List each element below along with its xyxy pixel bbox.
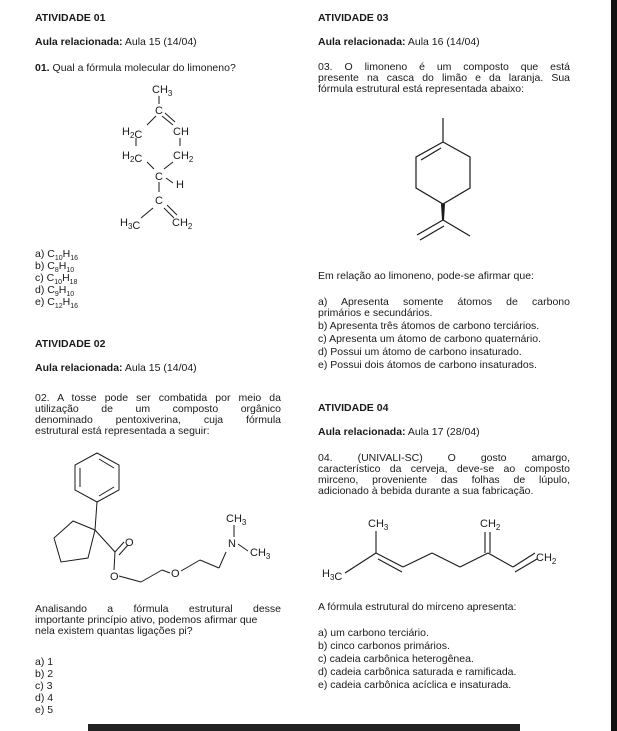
option-a: a) 1 [35, 656, 54, 668]
atividade-04-title: ATIVIDADE 04 [318, 402, 389, 414]
option-a-cont: primários e secundários. [318, 307, 433, 319]
limonene-condensed-structure [110, 82, 220, 242]
question-03-line: 03. O limoneno é um composto que está [318, 61, 570, 73]
scan-edge-bottom [88, 724, 520, 731]
option-e: e) $C_{12}H_{16}$ [35, 296, 79, 311]
label: C [155, 171, 163, 183]
related-label: Aula relacionada: [35, 362, 123, 374]
label: $H_2C$ [122, 150, 143, 165]
option-a: a) um carbono terciário. [318, 627, 429, 639]
label: $H_2C$ [122, 126, 143, 141]
option-c: c) Apresenta um átomo de carbono quaternário. [318, 333, 541, 345]
question-04-line: mirceno, proveniente das folhas de lúpulo, [318, 474, 570, 486]
option-d: d) 4 [35, 692, 54, 704]
question-04-line: 04. (UNIVALI-SC) O gosto amargo, [318, 452, 570, 464]
question-02-line: utilização de um composto orgânico [35, 403, 281, 415]
label: H [176, 179, 184, 191]
methyl-label: $CH_3$ [250, 547, 271, 561]
question-04b: A fórmula estrutural do mirceno apresenta: [318, 601, 517, 613]
question-04-line: adicionado à bebida durante a sua fabricação. [318, 485, 534, 497]
atividade-03-title: ATIVIDADE 03 [318, 12, 389, 24]
option-b: b) $C_8H_{10}$ [35, 260, 75, 275]
question-02b-line: importante princípio ativo, podemos afirmar que [35, 614, 258, 626]
question-01 [35, 62, 236, 74]
question-02-line: estrutural está representada a seguir: [35, 425, 210, 437]
question-text: Qual a fórmula molecular do limoneno? [52, 62, 236, 74]
question-04-line: característico da cerveja, deve-se ao composto [318, 463, 570, 475]
question-02-line: 02. A tosse pode ser combatida por meio da [35, 392, 281, 404]
atividade-01-related [35, 36, 197, 48]
methyl-label: $H_3C$ [322, 568, 343, 583]
label: C [155, 105, 163, 117]
atividade-03-related [318, 36, 480, 48]
label: $CH_3$ [152, 84, 173, 98]
question-03-line: fórmula estrutural está representada abaixo: [318, 83, 525, 95]
option-b: b) 2 [35, 668, 54, 680]
related-value: Aula 17 (28/04) [407, 426, 480, 438]
pentoxyverine-structure [40, 448, 290, 588]
question-02b-line: Analisando a fórmula estrutural desse [35, 603, 281, 615]
methyl-label: $CH_3$ [226, 513, 247, 527]
limonene-skeletal-structure [400, 110, 500, 260]
question-02-line: denominado pentoxiverina, cuja fórmula [35, 414, 281, 426]
methylene-label: $CH_2$ [480, 518, 501, 532]
myrcene-structure [320, 515, 580, 585]
option-a: a) $C_{10}H_{16}$ [35, 248, 79, 263]
label: $CH_2$ [173, 150, 194, 164]
option-e: e) cadeia carbônica acíclica e insaturada. [318, 679, 512, 691]
question-number: 01. [35, 62, 50, 74]
related-label: Aula relacionada: [318, 426, 406, 438]
label: $CH_2$ [172, 217, 193, 231]
related-value: Aula 15 (14/04) [124, 362, 197, 374]
option-d: d) cadeia carbônica saturada e ramificada. [318, 666, 517, 678]
question-03-line: presente na casca do limão e da laranja. Sua [318, 72, 570, 84]
label: $H_3C$ [120, 217, 141, 232]
option-b: b) cinco carbonos primários. [318, 640, 450, 652]
atividade-02-related [35, 362, 197, 374]
option-e: e) 5 [35, 704, 54, 716]
option-c: c) $C_{10}H_{18}$ [35, 272, 78, 287]
option-d: d) Possui um átomo de carbono insaturado. [318, 346, 522, 358]
question-03b: Em relação ao limoneno, pode-se afirmar que: [318, 270, 534, 282]
nitrogen-label: N [228, 538, 236, 550]
related-label: Aula relacionada: [35, 36, 123, 48]
option-a: a) Apresenta somente átomos de carbono [318, 296, 570, 308]
option-c: c) 3 [35, 680, 53, 692]
atividade-02-title: ATIVIDADE 02 [35, 338, 106, 350]
option-d: d) $C_9H_{10}$ [35, 284, 75, 299]
scan-edge-right [611, 0, 617, 731]
related-label: Aula relacionada: [318, 36, 406, 48]
label: C [155, 195, 163, 207]
ether-oxygen: O [171, 568, 180, 580]
option-b: b) Apresenta três átomos de carbono terciários. [318, 320, 540, 332]
carbonyl-oxygen: O [125, 537, 134, 549]
methylene-label: $CH_2$ [536, 552, 557, 566]
option-c: c) cadeia carbônica heterogênea. [318, 653, 474, 665]
ester-oxygen: O [110, 571, 119, 583]
label: CH [173, 126, 189, 138]
related-value: Aula 15 (14/04) [124, 36, 197, 48]
atividade-04-related [318, 426, 480, 438]
option-e: e) Possui dois átomos de carbono insaturados. [318, 359, 537, 371]
methyl-label: $CH_3$ [368, 518, 389, 532]
atividade-01-title: ATIVIDADE 01 [35, 12, 106, 24]
related-value: Aula 16 (14/04) [407, 36, 480, 48]
question-02b-line: nela existem quantas ligações pi? [35, 625, 193, 637]
